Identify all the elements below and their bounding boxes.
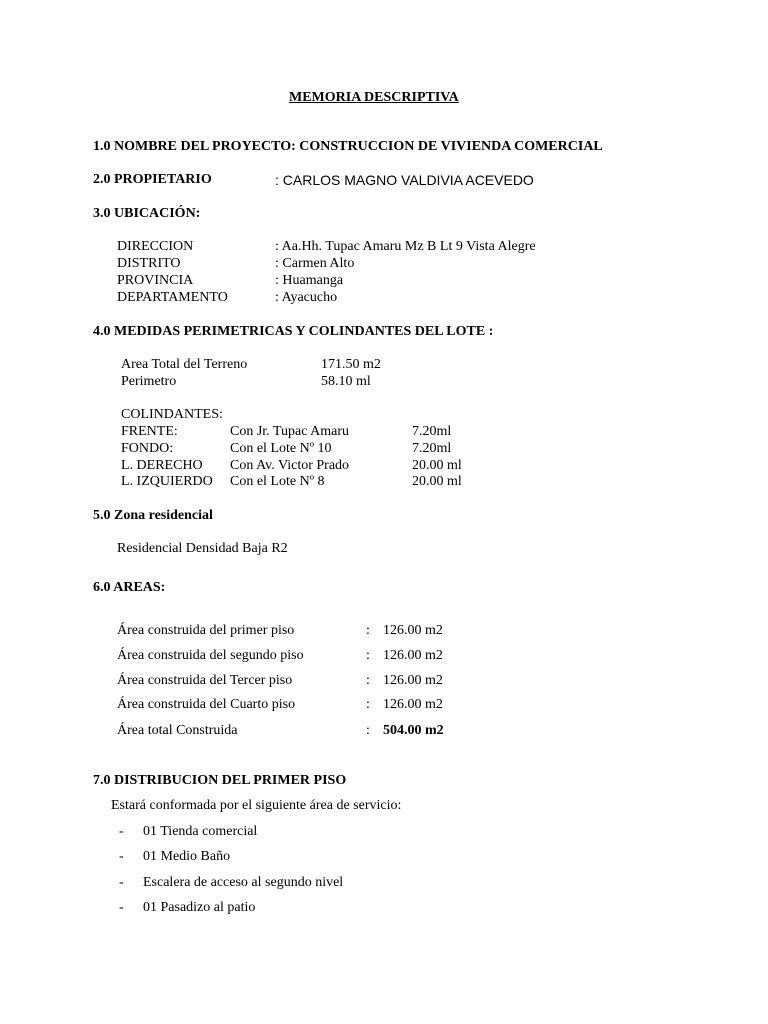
location-label: DIRECCION xyxy=(117,239,194,254)
colindante-desc: Con el Lote Nº 8 xyxy=(230,474,325,489)
bullet-dash: - xyxy=(119,875,124,890)
list-item: 01 Pasadizo al patio xyxy=(143,900,256,915)
area-colon: : xyxy=(366,723,370,738)
area-value: 126.00 m2 xyxy=(383,697,443,712)
bullet-dash: - xyxy=(119,824,124,839)
section-7-heading: 7.0 DISTRIBUCION DEL PRIMER PISO xyxy=(93,773,347,788)
colindante-desc: Con el Lote Nº 10 xyxy=(230,441,332,456)
section-4-heading: 4.0 MEDIDAS PERIMETRICAS Y COLINDANTES DEL LOTE : xyxy=(93,324,494,339)
colindante-side: FONDO: xyxy=(121,441,174,456)
colindante-length: 7.20ml xyxy=(412,424,452,439)
location-label: DEPARTAMENTO xyxy=(117,290,228,305)
document-title: MEMORIA DESCRIPTIVA xyxy=(289,90,459,105)
area-total-label: Área total Construida xyxy=(117,723,238,738)
location-value: : Ayacucho xyxy=(275,290,338,305)
area-label: Área construida del primer piso xyxy=(117,623,295,638)
area-value: 126.00 m2 xyxy=(383,648,443,663)
area-label: Área construida del Cuarto piso xyxy=(117,697,296,712)
bullet-dash: - xyxy=(119,900,124,915)
list-item: 01 Tienda comercial xyxy=(143,824,258,839)
area-colon: : xyxy=(366,623,370,638)
measure-value: 58.10 ml xyxy=(321,374,371,389)
area-value: 126.00 m2 xyxy=(383,673,443,688)
location-label: DISTRITO xyxy=(117,256,181,271)
measure-label: Perimetro xyxy=(121,374,177,389)
colindante-length: 20.00 ml xyxy=(412,474,462,489)
area-colon: : xyxy=(366,673,370,688)
section-2-heading: 2.0 PROPIETARIO xyxy=(93,172,212,187)
location-label: PROVINCIA xyxy=(117,273,194,288)
colindante-length: 7.20ml xyxy=(412,441,452,456)
zoning-text: Residencial Densidad Baja R2 xyxy=(117,541,288,556)
area-total-value: 504.00 m2 xyxy=(383,723,444,738)
distribution-intro: Estará conformada por el siguiente área de servicio: xyxy=(111,798,402,813)
measure-value: 171.50 m2 xyxy=(321,357,381,372)
bullet-dash: - xyxy=(119,849,124,864)
area-colon: : xyxy=(366,648,370,663)
area-colon: : xyxy=(366,697,370,712)
colindante-desc: Con Jr. Tupac Amaru xyxy=(230,424,350,439)
colindante-length: 20.00 ml xyxy=(412,458,462,473)
list-item: Escalera de acceso al segundo nivel xyxy=(143,875,344,890)
colindante-side: L. IZQUIERDO xyxy=(121,474,213,489)
colindante-desc: Con Av. Victor Prado xyxy=(230,458,350,473)
section-3-heading: 3.0 UBICACIÓN: xyxy=(93,206,201,221)
colindante-side: FRENTE: xyxy=(121,424,178,439)
owner-name: : CARLOS MAGNO VALDIVIA ACEVEDO xyxy=(275,172,534,188)
measure-label: Area Total del Terreno xyxy=(121,357,248,372)
area-value: 126.00 m2 xyxy=(383,623,443,638)
section-6-heading: 6.0 AREAS: xyxy=(93,580,166,595)
area-label: Área construida del segundo piso xyxy=(117,648,304,663)
list-item: 01 Medio Baño xyxy=(143,849,231,864)
section-5-heading: 5.0 Zona residencial xyxy=(93,508,213,523)
location-value: : Aa.Hh. Tupac Amaru Mz B Lt 9 Vista Alegre xyxy=(275,239,536,254)
location-value: : Huamanga xyxy=(275,273,344,288)
colindantes-title: COLINDANTES: xyxy=(121,407,223,422)
section-1-heading: 1.0 NOMBRE DEL PROYECTO: CONSTRUCCION DE VIVIENDA COMERCIAL xyxy=(93,139,603,154)
colindante-side: L. DERECHO xyxy=(121,458,203,473)
area-label: Área construida del Tercer piso xyxy=(117,673,293,688)
location-value: : Carmen Alto xyxy=(275,256,355,271)
